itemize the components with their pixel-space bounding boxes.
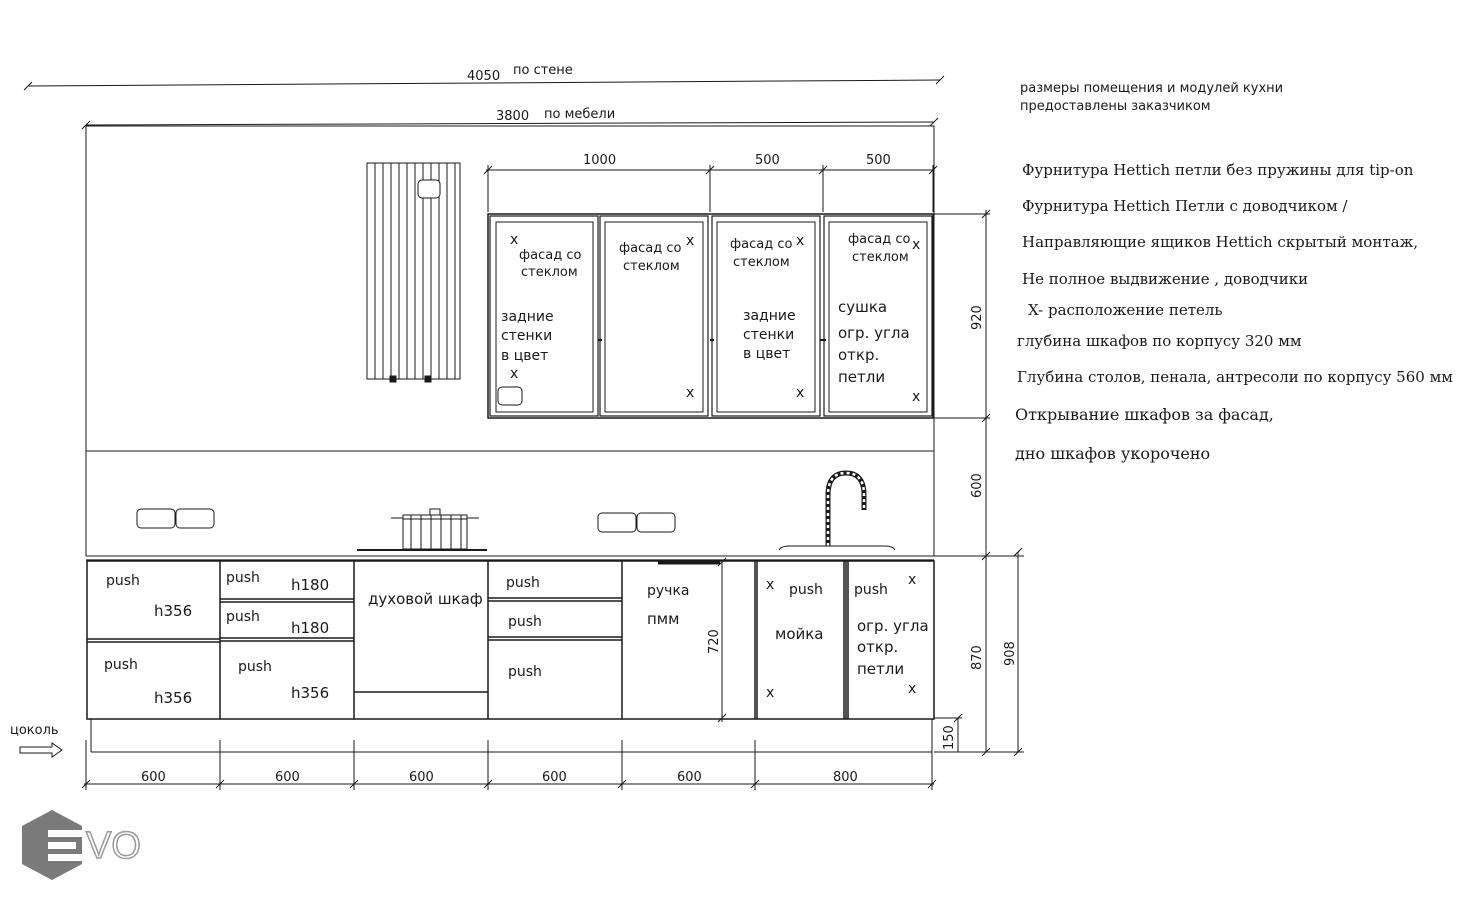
note-line: Направляющие ящиков Hettich скрытый монтаж, xyxy=(1022,233,1419,251)
hinge-mark: x xyxy=(908,572,917,588)
notes-panel xyxy=(1000,80,1460,116)
push-label: push xyxy=(238,659,272,675)
hinge-mark: x xyxy=(510,366,519,382)
hinge-mark: x xyxy=(796,385,805,401)
hinge-mark: x xyxy=(912,237,921,253)
hexagon-e-logo-icon xyxy=(22,810,82,880)
drawer-height: h180 xyxy=(291,576,330,594)
push-label: push xyxy=(508,664,542,680)
drawer-height: h356 xyxy=(154,689,193,707)
push-label: push xyxy=(508,614,542,630)
base-width-5: 600 xyxy=(677,770,702,785)
faucet-icon xyxy=(779,473,895,550)
note-line: Не полное выдвижение , доводчики xyxy=(1022,270,1309,288)
furniture-total-value: 3800 xyxy=(496,109,530,124)
base-width-3: 600 xyxy=(409,770,434,785)
drawer-height: h356 xyxy=(154,602,193,620)
back-walls-line1: задние xyxy=(743,308,796,324)
note-line: дно шкафов укорочено xyxy=(1015,444,1211,463)
hinge-mark: x xyxy=(908,681,917,697)
arrow-right-icon xyxy=(20,743,62,757)
hinge-mark: x xyxy=(686,233,695,249)
base-width-6: 800 xyxy=(833,770,858,785)
brand-logo xyxy=(18,808,168,883)
dryer-line2: огр. угла xyxy=(838,324,910,342)
plinth-height: 150 xyxy=(942,725,957,750)
total-base-height: 908 xyxy=(1003,641,1018,666)
pot-icon xyxy=(357,509,487,550)
push-label: push xyxy=(854,582,888,598)
base-height: 870 xyxy=(970,645,985,670)
hinge-mark: x xyxy=(766,577,775,593)
glass-facade-line1: фасад со xyxy=(848,232,911,247)
socket-icon xyxy=(137,509,214,528)
note-line: Фурнитура Hettich петли без пружины для tip-on xyxy=(1022,161,1414,179)
corner-line3: петли xyxy=(857,660,905,678)
hinge-mark: x xyxy=(766,685,775,701)
glass-facade-line2: стеклом xyxy=(623,259,680,274)
hinge-mark: x xyxy=(510,232,519,248)
back-walls-line2: стенки xyxy=(743,327,795,343)
back-walls-line2: стенки xyxy=(501,328,553,344)
glass-facade-line2: стеклом xyxy=(733,255,790,270)
upper-height: 920 xyxy=(970,305,985,330)
back-walls-line3: в цвет xyxy=(743,346,791,362)
plinth-label: цоколь xyxy=(10,723,59,738)
hinge-mark: x xyxy=(796,233,805,249)
push-label: push xyxy=(226,570,260,586)
plinth xyxy=(91,719,932,752)
note-line: Открывание шкафов за фасад, xyxy=(1015,405,1274,424)
customer-note-line2: предоставлены заказчиком xyxy=(1020,99,1211,114)
radiator xyxy=(367,163,460,382)
upper-width-1: 1000 xyxy=(583,153,617,168)
dishwasher-height: 720 xyxy=(707,629,722,654)
note-line: Фурнитура Hettich Петли с доводчиком / xyxy=(1022,197,1348,215)
dryer-line1: сушка xyxy=(838,298,888,316)
handle-label: ручка xyxy=(647,583,690,599)
dryer-line3: откр. xyxy=(838,346,880,364)
base-width-2: 600 xyxy=(275,770,300,785)
hinge-mark: x xyxy=(686,385,695,401)
note-line: Глубина столов, пенала, антресоли по корпусу 560 мм xyxy=(1017,368,1453,386)
glass-facade-line2: стеклом xyxy=(852,250,909,265)
upper-width-dimensions xyxy=(484,165,937,212)
back-walls-line3: в цвет xyxy=(501,348,549,364)
corner-line2: откр. xyxy=(857,638,899,656)
hinge-mark: x xyxy=(912,389,921,405)
push-label: push xyxy=(226,609,260,625)
oven-label: духовой шкаф xyxy=(368,590,483,608)
drawer-height: h180 xyxy=(291,619,330,637)
push-label: push xyxy=(106,573,140,589)
base-width-1: 600 xyxy=(141,770,166,785)
drawer-height: h356 xyxy=(291,684,330,702)
customer-note-line1: размеры помещения и модулей кухни xyxy=(1020,81,1284,96)
glass-facade-line1: фасад со xyxy=(619,241,682,256)
base-width-dimensions xyxy=(82,740,936,790)
push-label: push xyxy=(506,575,540,591)
backsplash-height: 600 xyxy=(970,473,985,498)
push-label: push xyxy=(789,582,823,598)
dryer-line4: петли xyxy=(838,368,886,386)
note-line: X- расположение петель xyxy=(1028,301,1223,319)
base-width-4: 600 xyxy=(542,770,567,785)
socket-icon xyxy=(598,513,675,532)
upper-width-3: 500 xyxy=(866,153,891,168)
glass-facade-line1: фасад со xyxy=(519,248,582,263)
upper-width-2: 500 xyxy=(755,153,780,168)
note-line: глубина шкафов по корпусу 320 мм xyxy=(1017,332,1302,350)
glass-facade-line2: стеклом xyxy=(521,265,578,280)
push-label: push xyxy=(104,657,138,673)
wall-total-value: 4050 xyxy=(467,69,501,84)
wall-total-label: по стене xyxy=(513,63,573,78)
logo-text: VO xyxy=(86,825,141,867)
sink-label: мойка xyxy=(775,625,824,643)
corner-line1: огр. угла xyxy=(857,617,929,635)
dishwasher-label: пмм xyxy=(647,610,680,628)
furniture-total-label: по мебели xyxy=(544,107,616,122)
back-walls-line1: задние xyxy=(501,309,554,325)
glass-facade-line1: фасад со xyxy=(730,237,793,252)
